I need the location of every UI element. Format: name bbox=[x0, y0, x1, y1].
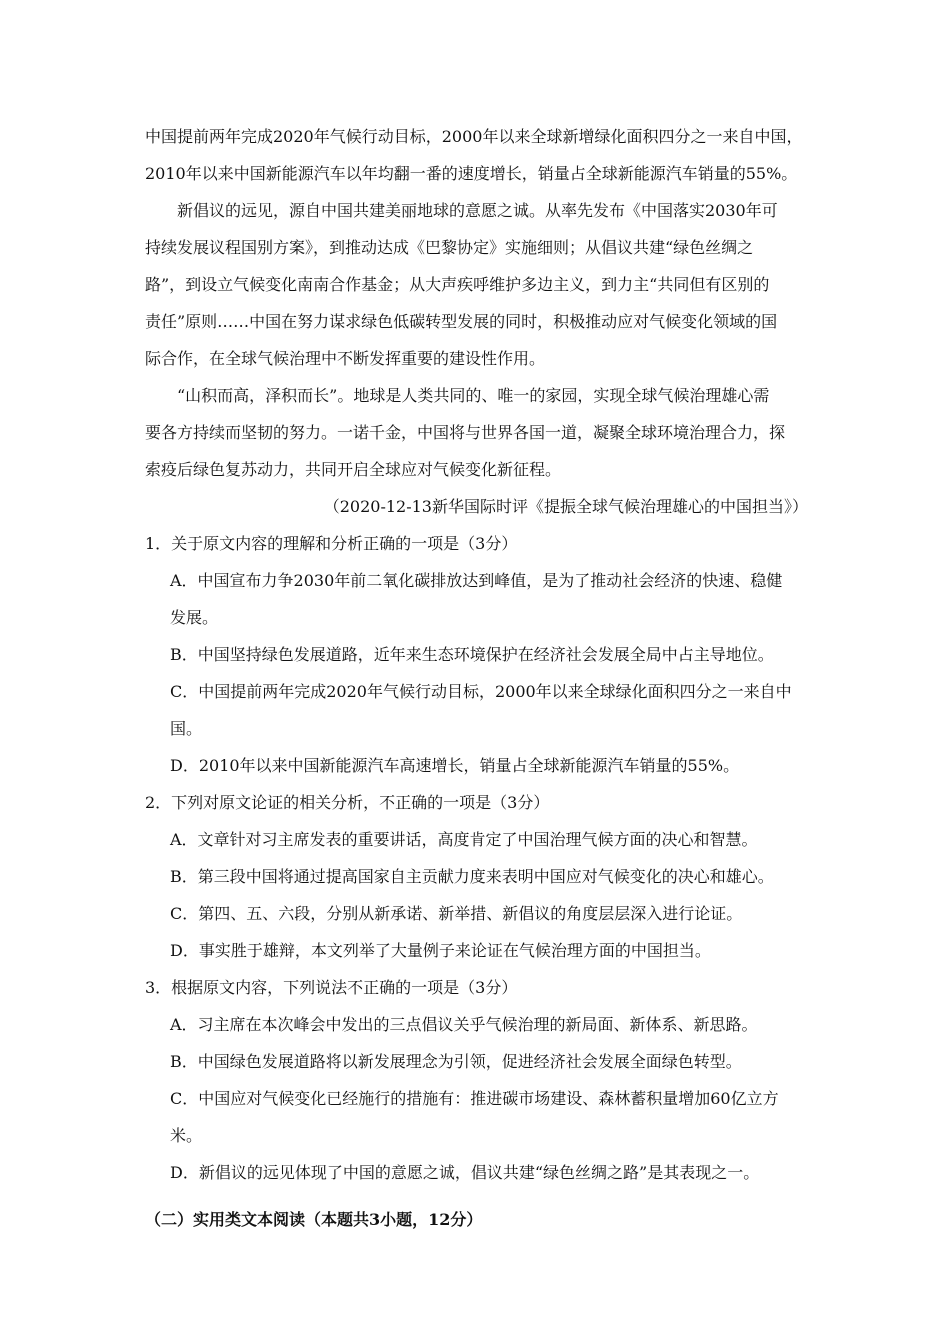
passage-line: 2010年以来中国新能源汽车以年均翻一番的速度增长，销量占全球新能源汽车销量的55%。 bbox=[145, 164, 798, 183]
question-option: C．第四、五、六段，分别从新承诺、新举措、新倡议的角度层层深入进行论证。 bbox=[170, 904, 743, 923]
question-option-continued: 发展。 bbox=[170, 608, 219, 627]
question-option: D．新倡议的远见体现了中国的意愿之诚，倡议共建“绿色丝绸之路”是其表现之一。 bbox=[170, 1163, 760, 1182]
question-option: C．中国应对气候变化已经施行的措施有：推进碳市场建设、森林蓄积量增加60亿立方 bbox=[170, 1089, 779, 1108]
passage-line: 新倡议的远见，源自中国共建美丽地球的意愿之诚。从率先发布《中国落实2030年可 bbox=[145, 201, 778, 220]
question-option-continued: 国。 bbox=[170, 719, 203, 738]
question-option: D．2010年以来中国新能源汽车高速增长，销量占全球新能源汽车销量的55%。 bbox=[170, 756, 740, 775]
question-stem: 2．下列对原文论证的相关分析，不正确的一项是（3分） bbox=[145, 793, 550, 812]
question-option: A．文章针对习主席发表的重要讲话，高度肯定了中国治理气候方面的决心和智慧。 bbox=[170, 830, 758, 849]
section-heading: （二）实用类文本阅读（本题共3小题，12分） bbox=[145, 1210, 483, 1229]
passage-line: 际合作，在全球气候治理中不断发挥重要的建设性作用。 bbox=[145, 349, 546, 368]
question-option: C．中国提前两年完成2020年气候行动目标，2000年以来全球绿化面积四分之一来自中 bbox=[170, 682, 792, 701]
passage-line: 要各方持续而坚韧的努力。一诺千金，中国将与世界各国一道，凝聚全球环境治理合力，探 bbox=[145, 423, 786, 442]
question-option: D．事实胜于雄辩，本文列举了大量例子来论证在气候治理方面的中国担当。 bbox=[170, 941, 711, 960]
question-option: A．习主席在本次峰会中发出的三点倡议关乎气候治理的新局面、新体系、新思路。 bbox=[170, 1015, 758, 1034]
passage-line: “山积而高，泽积而长”。地球是人类共同的、唯一的家园，实现全球气候治理雄心需 bbox=[145, 386, 770, 405]
question-stem: 3．根据原文内容，下列说法不正确的一项是（3分） bbox=[145, 978, 518, 997]
source-citation: （2020-12-13新华国际时评《提振全球气候治理雄心的中国担当》） bbox=[323, 497, 808, 516]
passage-line: 索疫后绿色复苏动力，共同开启全球应对气候变化新征程。 bbox=[145, 460, 562, 479]
passage-line: 责任”原则……中国在努力谋求绿色低碳转型发展的同时，积极推动应对气候变化领域的国 bbox=[145, 312, 778, 331]
question-option: B．第三段中国将通过提高国家自主贡献力度来表明中国应对气候变化的决心和雄心。 bbox=[170, 867, 774, 886]
question-option: A．中国宣布力争2030年前二氧化碳排放达到峰值，是为了推动社会经济的快速、稳健 bbox=[170, 571, 783, 590]
question-option: B．中国绿色发展道路将以新发展理念为引领，促进经济社会发展全面绿色转型。 bbox=[170, 1052, 742, 1071]
question-option: B．中国坚持绿色发展道路，近年来生态环境保护在经济社会发展全局中占主导地位。 bbox=[170, 645, 774, 664]
passage-line: 路”，到设立气候变化南南合作基金；从大声疾呼维护多边主义，到力主“共同但有区别的 bbox=[145, 275, 770, 294]
question-option-continued: 米。 bbox=[170, 1126, 203, 1145]
question-stem: 1．关于原文内容的理解和分析正确的一项是（3分） bbox=[145, 534, 518, 553]
passage-line: 持续发展议程国别方案》，到推动达成《巴黎协定》实施细则；从倡议共建“绿色丝绸之 bbox=[145, 238, 754, 257]
passage-line: 中国提前两年完成2020年气候行动目标，2000年以来全球新增绿化面积四分之一来自中国， bbox=[145, 127, 803, 146]
